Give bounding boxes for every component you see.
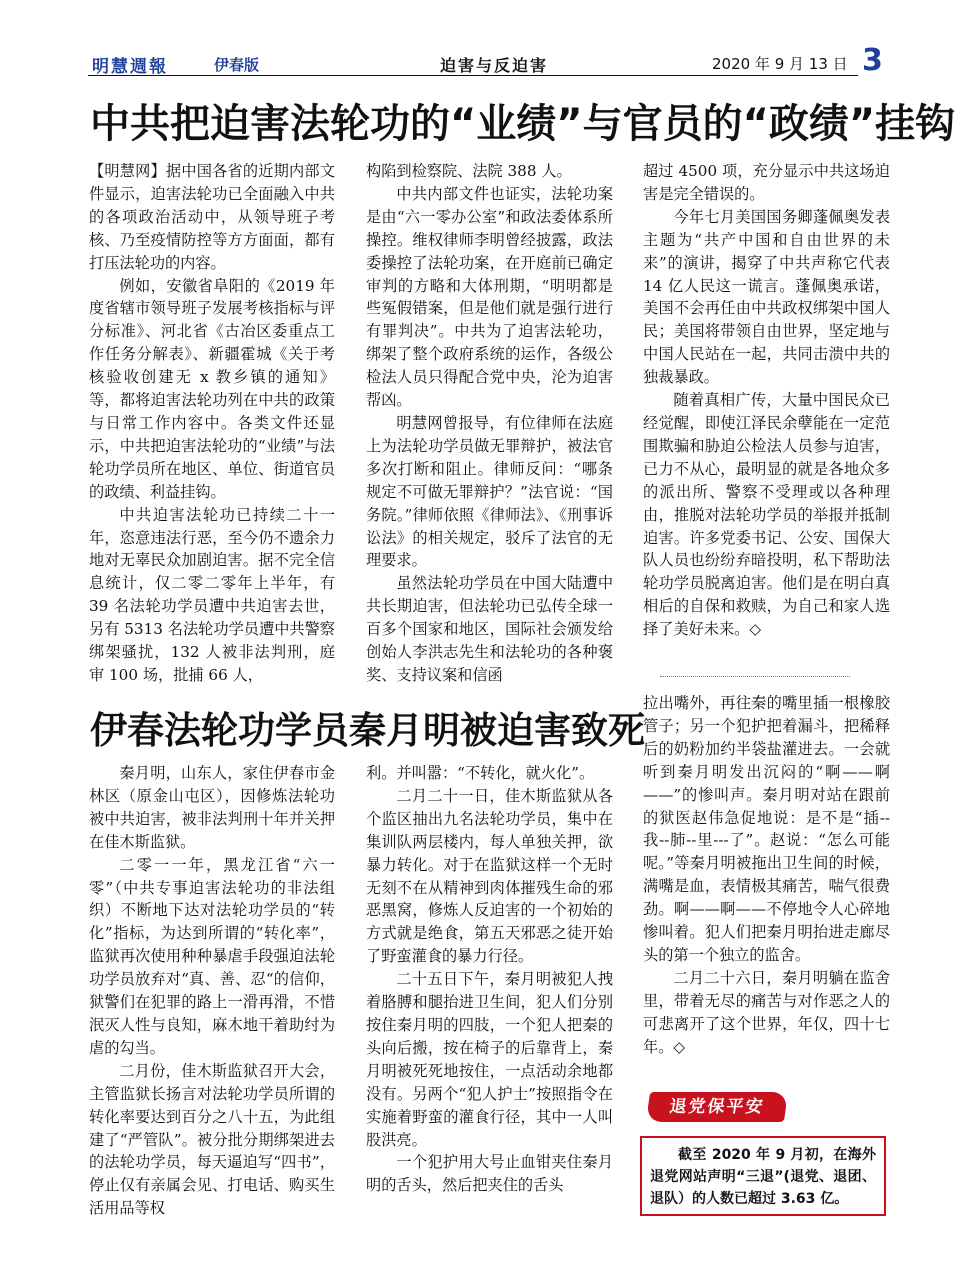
paragraph: 二月二十一日，佳木斯监狱从各个监区抽出九名法轮功学员，集中在集训队两层楼内，每人单独关押，欲暴力转化。对于在监狱这样一个无时无刻不在从精神到肉体摧残生命的邪恶黑窝，修炼人反迫害的一个初始的方式就是绝食，第五天邪恶之徒开始了野蛮灌食的暴力行径。 [366,786,613,966]
article2-column-2 [366,762,613,1197]
page-number: 3 [862,43,883,78]
section-title: 迫害与反迫害 [440,56,549,75]
edition-label: 伊春版 [214,56,260,74]
article1-column-2 [366,160,613,687]
masthead-logo: 明慧週報 [92,57,168,77]
paragraph: 拉出嘴外，再往秦的嘴里插一根橡胶管子；另一个犯护把着漏斗，把稀释后的奶粉加约半袋盐灌进去。一会就听到秦月明发出沉闷的“啊——啊——”的惨叫声。秦月明对站在跟前的狱医赵伟急促地说：是不是“插--我--肺--里---了”。赵说：“怎么可能呢。”等秦月明被拖出卫生间的时候，满嘴是血，表情极其痛苦，喘气很费劲。啊——啊——不停地令人心碎地惨叫着。犯人们把秦月明抬进走廊尽头的第一个独立的监舍。 [643,694,890,964]
article2-headline: 伊春法轮功学员秦月明被迫害致死 [90,709,645,752]
paragraph: 今年七月美国国务卿蓬佩奥发表主题为“共产中国和自由世界的未来”的演讲，揭穿了中共声称它代表 14 亿人民这一谎言。蓬佩奥承诺，美国不会再任由中共政权绑架中国人民；美国将带领自由世界，坚定地与中国人民站在一起，共同击溃中共的独裁暴政。 [643,207,890,387]
paragraph: 秦月明，山东人，家住伊春市金林区（原金山屯区），因修炼法轮功被中共迫害，被非法判刑十年并关押在佳木斯监狱。 [89,764,335,851]
paragraph: 二月份，佳木斯监狱召开大会，主管监狱长扬言对法轮功学员所谓的转化率要达到百分之八十五，为此组建了“严管队”。被分批分期绑架进去的法轮功学员，每天逼迫写“四书”，停止仅有亲属会见、打电话、购买生活用品等权 [89,1061,335,1218]
paragraph: 例如，安徽省阜阳的《2019 年度省辖市领导班子发展考核指标与评分标准》、河北省《古冶区委重点工作任务分解表》、新疆霍城《关于考核验收创建无 x 教乡镇的通知》等，都将迫害法轮功列在中共的政策与日常工作内容中。各类文件还显示，中共把迫害法轮功的“业绩”与法轮功学员所在地区、单位、街道官员的政绩、利益挂钩。 [89,276,335,501]
paragraph: 中共迫害法轮功已持续二十一年，恣意违法行恶，至今仍不遗余力地对无辜民众加剧迫害。据不完全信息统计，仅二零二零年上半年，有 39 名法轮功学员遭中共迫害去世，另有 5313 名法轮功学员遭中共警察绑架骚扰，132 人被非法判刑，庭审 100 场，批捕 66 人， [89,505,335,684]
paragraph: 明慧网曾报导，有位律师在法庭上为法轮功学员做无罪辩护，被法官多次打断和阻止。律师反问：“哪条规定不可做无罪辩护？”法官说：“国务院。”律师依照《律师法》、《刑事诉讼法》的相关规定，驳斥了法官的无理要求。 [366,413,613,570]
paragraph: 二零一一年，黑龙江省“六一零”（中共专事迫害法轮功的非法组织）不断地下达对法轮功学员的“转化”指标，为达到所谓的“转化率”，监狱再次使用种种暴虐手段强迫法轮功学员放弃对“真、善、忍“的信仰，狱警们在犯罪的路上一滑再滑，不惜泯灭人性与良知，麻木地干着助纣为虐的勾当。 [89,855,335,1057]
paragraph: 虽然法轮功学员在中国大陆遭中共长期迫害，但法轮功已弘传全球一百多个国家和地区，国际社会颁发给创始人李洪志先生和法轮功的各种褒奖、支持议案和信函 [366,574,613,684]
paragraph: 超过 4500 项，充分显示中共这场迫害是完全错误的。 [643,162,890,203]
header-rule [88,75,858,76]
paragraph: 二十五日下午，秦月明被犯人拽着胳膊和腿抬进卫生间，犯人们分别按住秦月明的四肢，一个犯人把秦的头向后搬，按在椅子的后靠背上，秦月明被死死地按住，一点活动余地都没有。另两个“犯人护士”按照指令在实施着野蛮的灌食行径，其中一人叫股洪亮。 [366,970,613,1149]
notice-text: 截至 2020 年 9 月初，在海外退党网站声明“三退”(退党、退团、退队）的人数已超过 3.63 亿。 [650,1147,876,1207]
paragraph: 二月二十六日，秦月明躺在监舍里，带着无尽的痛苦与对作恶之人的可悲离开了这个世界，年仅，四十七年。◇ [643,968,890,1056]
article2-column-3 [643,692,890,1059]
paragraph: 随着真相广传，大量中国民众已经觉醒，即使江泽民余孽能在一定范围欺骗和胁迫公检法人员参与迫害，已力不从心，最明显的就是各地众多的派出所、警察不受理或以各种理由，推脱对法轮功学员的举报并抵制迫害。许多党委书记、公安、国保大队人员也纷纷弃暗投明，私下帮助法轮功学员脱离迫害。他们是在明白真相后的自保和救赎，为自己和家人选择了美好未来。◇ [643,391,890,639]
paragraph: 【明慧网】据中国各省的近期内部文件显示，迫害法轮功已全面融入中共的各项政治活动中，从领导班子考核、乃至疫情防控等方方面面，都有打压法轮功的内容。 [89,162,335,272]
paragraph: 一个犯护用大号止血钳夹住秦月明的舌头，然后把夹住的舌头 [366,1153,613,1195]
article2-column-1 [89,762,335,1220]
article-divider [660,676,850,677]
quit-party-notice [640,1136,886,1216]
issue-date: 2020 年 9 月 13 日 [712,55,848,73]
article1-column-3 [643,160,890,641]
article1-column-1 [89,160,335,687]
quit-party-badge: 退党保平安 [646,1092,788,1122]
paragraph: 利。并叫嚣：“不转化，就火化”。 [366,764,595,782]
paragraph: 中共内部文件也证实，法轮功案是由“六一零办公室”和政法委体系所操控。维权律师李明曾经披露，政法委操控了法轮功案，在开庭前已确定审判的方略和大体刑期，“明明都是些冤假错案，但是他们就是强行进行有罪判决”。中共为了迫害法轮功，绑架了整个政府系统的运作，各级公检法人员只得配合党中央，沦为迫害帮凶。 [366,184,613,410]
article1-headline: 中共把迫害法轮功的“业绩”与官员的“政绩”挂钩 [90,101,956,147]
paragraph: 构陷到检察院、法院 388 人。 [366,162,572,180]
